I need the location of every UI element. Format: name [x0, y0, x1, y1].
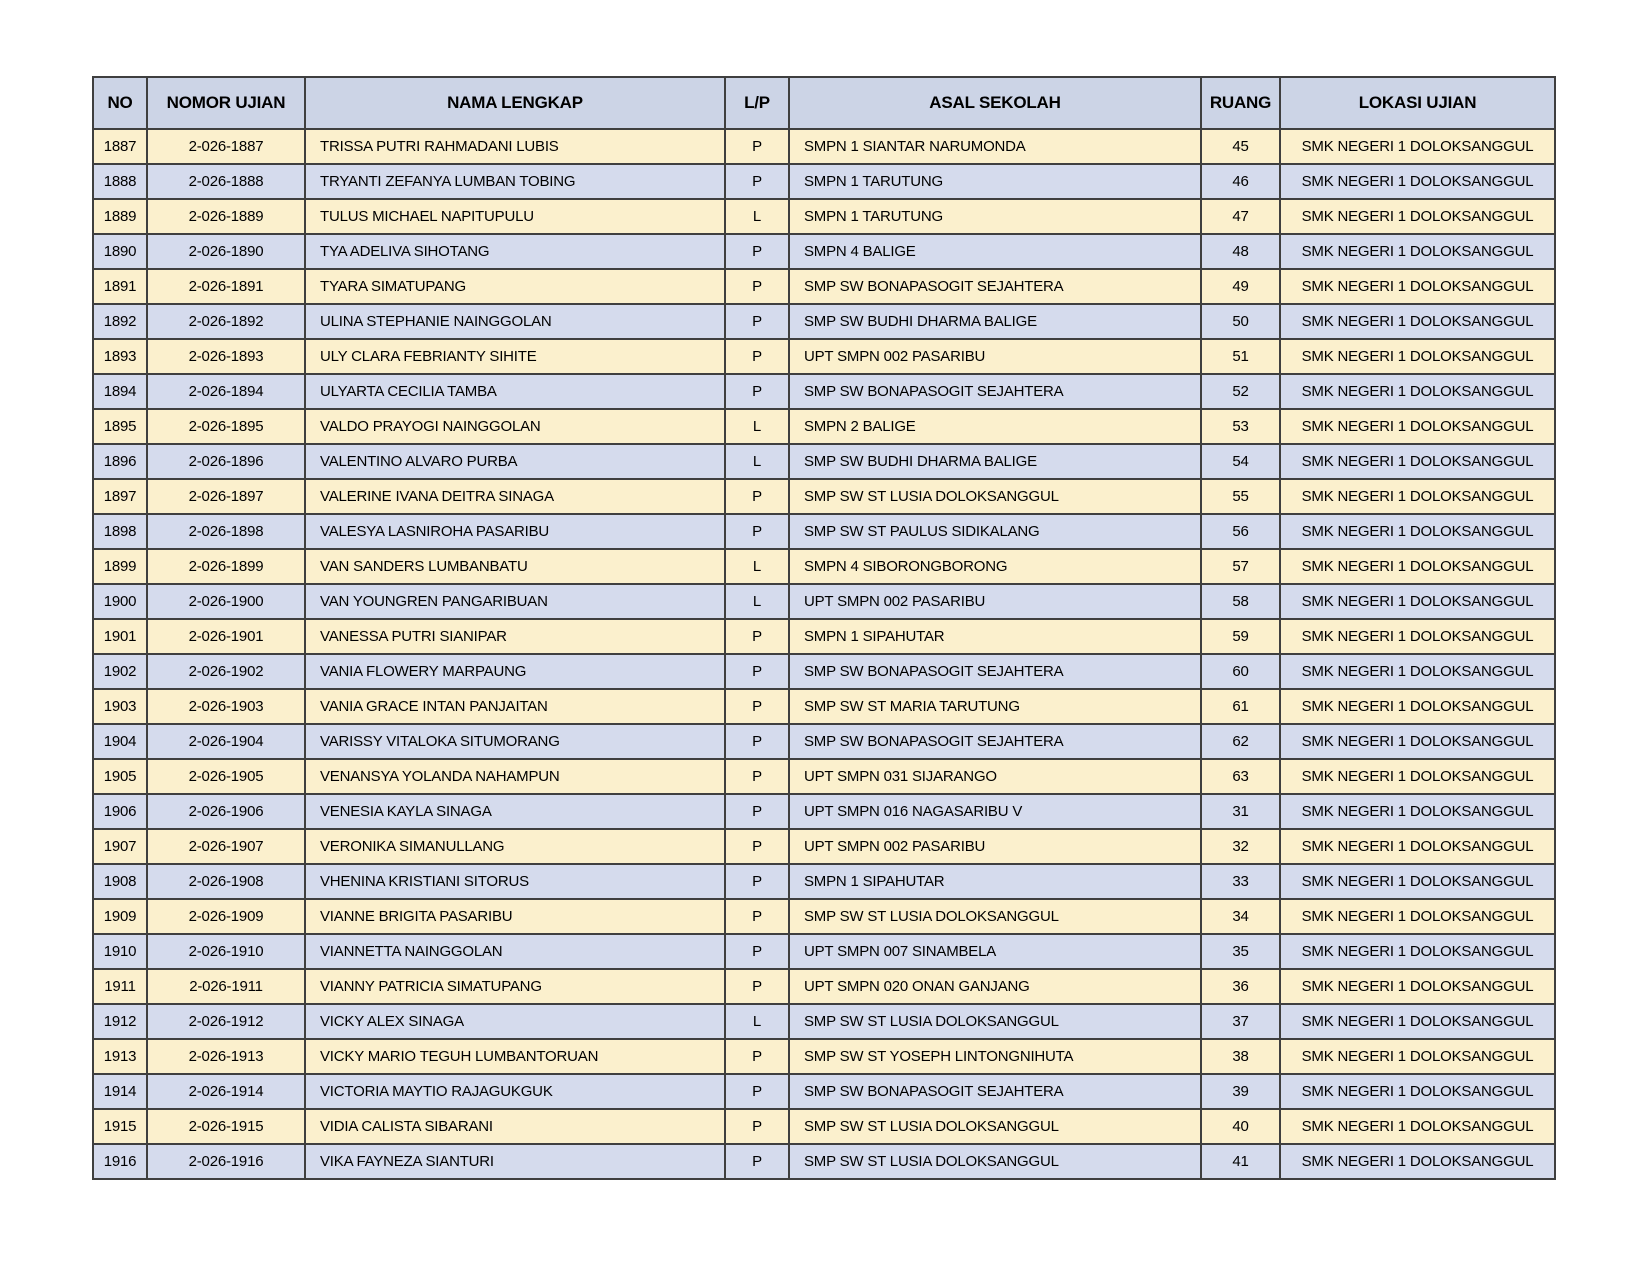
cell-lp: P	[725, 1109, 789, 1144]
cell-no: 1904	[93, 724, 147, 759]
cell-nomor-ujian: 2-026-1907	[147, 829, 305, 864]
cell-nomor-ujian: 2-026-1890	[147, 234, 305, 269]
cell-asal-sekolah: SMPN 2 BALIGE	[789, 409, 1201, 444]
cell-ruang: 49	[1201, 269, 1280, 304]
cell-asal-sekolah: SMP SW ST LUSIA DOLOKSANGGUL	[789, 1144, 1201, 1179]
cell-ruang: 38	[1201, 1039, 1280, 1074]
cell-lokasi-ujian: SMK NEGERI 1 DOLOKSANGGUL	[1280, 969, 1555, 1004]
cell-asal-sekolah: UPT SMPN 020 ONAN GANJANG	[789, 969, 1201, 1004]
cell-nama-lengkap: VANESSA PUTRI SIANIPAR	[305, 619, 725, 654]
cell-ruang: 37	[1201, 1004, 1280, 1039]
cell-nomor-ujian: 2-026-1892	[147, 304, 305, 339]
column-header-lokasi-ujian: LOKASI UJIAN	[1280, 77, 1555, 129]
cell-no: 1910	[93, 934, 147, 969]
cell-ruang: 63	[1201, 759, 1280, 794]
cell-nomor-ujian: 2-026-1899	[147, 549, 305, 584]
table-row	[93, 164, 1555, 199]
cell-nama-lengkap: TRISSA PUTRI RAHMADANI LUBIS	[305, 129, 725, 164]
cell-lokasi-ujian: SMK NEGERI 1 DOLOKSANGGUL	[1280, 1109, 1555, 1144]
cell-asal-sekolah: SMPN 1 SIPAHUTAR	[789, 864, 1201, 899]
cell-ruang: 51	[1201, 339, 1280, 374]
cell-nomor-ujian: 2-026-1914	[147, 1074, 305, 1109]
cell-nomor-ujian: 2-026-1903	[147, 689, 305, 724]
cell-nomor-ujian: 2-026-1887	[147, 129, 305, 164]
cell-nama-lengkap: VENESIA KAYLA SINAGA	[305, 794, 725, 829]
cell-ruang: 57	[1201, 549, 1280, 584]
cell-ruang: 54	[1201, 444, 1280, 479]
cell-no: 1906	[93, 794, 147, 829]
cell-nomor-ujian: 2-026-1895	[147, 409, 305, 444]
cell-nama-lengkap: TULUS MICHAEL NAPITUPULU	[305, 199, 725, 234]
cell-nama-lengkap: VIANNE BRIGITA PASARIBU	[305, 899, 725, 934]
cell-lokasi-ujian: SMK NEGERI 1 DOLOKSANGGUL	[1280, 654, 1555, 689]
cell-nama-lengkap: VAN SANDERS LUMBANBATU	[305, 549, 725, 584]
cell-ruang: 47	[1201, 199, 1280, 234]
cell-nomor-ujian: 2-026-1893	[147, 339, 305, 374]
cell-ruang: 45	[1201, 129, 1280, 164]
cell-ruang: 56	[1201, 514, 1280, 549]
cell-no: 1903	[93, 689, 147, 724]
cell-nama-lengkap: TRYANTI ZEFANYA LUMBAN TOBING	[305, 164, 725, 199]
cell-lokasi-ujian: SMK NEGERI 1 DOLOKSANGGUL	[1280, 339, 1555, 374]
cell-lp: P	[725, 304, 789, 339]
cell-no: 1909	[93, 899, 147, 934]
cell-lokasi-ujian: SMK NEGERI 1 DOLOKSANGGUL	[1280, 1004, 1555, 1039]
cell-ruang: 59	[1201, 619, 1280, 654]
cell-lokasi-ujian: SMK NEGERI 1 DOLOKSANGGUL	[1280, 164, 1555, 199]
column-header-no: NO	[93, 77, 147, 129]
cell-asal-sekolah: SMP SW ST MARIA TARUTUNG	[789, 689, 1201, 724]
cell-no: 1907	[93, 829, 147, 864]
cell-nama-lengkap: VAN YOUNGREN PANGARIBUAN	[305, 584, 725, 619]
cell-lokasi-ujian: SMK NEGERI 1 DOLOKSANGGUL	[1280, 724, 1555, 759]
table-row	[93, 269, 1555, 304]
cell-lp: P	[725, 1039, 789, 1074]
cell-lokasi-ujian: SMK NEGERI 1 DOLOKSANGGUL	[1280, 934, 1555, 969]
table-row	[93, 794, 1555, 829]
cell-nama-lengkap: VICTORIA MAYTIO RAJAGUKGUK	[305, 1074, 725, 1109]
cell-nomor-ujian: 2-026-1900	[147, 584, 305, 619]
cell-lp: P	[725, 1144, 789, 1179]
table-row	[93, 689, 1555, 724]
cell-lp: P	[725, 269, 789, 304]
cell-asal-sekolah: SMP SW BONAPASOGIT SEJAHTERA	[789, 374, 1201, 409]
cell-no: 1888	[93, 164, 147, 199]
cell-nama-lengkap: VIANNETTA NAINGGOLAN	[305, 934, 725, 969]
cell-lp: P	[725, 619, 789, 654]
cell-lokasi-ujian: SMK NEGERI 1 DOLOKSANGGUL	[1280, 479, 1555, 514]
cell-no: 1905	[93, 759, 147, 794]
cell-no: 1911	[93, 969, 147, 1004]
cell-nomor-ujian: 2-026-1908	[147, 864, 305, 899]
cell-asal-sekolah: UPT SMPN 002 PASARIBU	[789, 829, 1201, 864]
cell-asal-sekolah: SMPN 4 SIBORONGBORONG	[789, 549, 1201, 584]
cell-lp: P	[725, 479, 789, 514]
cell-lokasi-ujian: SMK NEGERI 1 DOLOKSANGGUL	[1280, 619, 1555, 654]
cell-lokasi-ujian: SMK NEGERI 1 DOLOKSANGGUL	[1280, 1074, 1555, 1109]
cell-lokasi-ujian: SMK NEGERI 1 DOLOKSANGGUL	[1280, 409, 1555, 444]
cell-nama-lengkap: VALDO PRAYOGI NAINGGOLAN	[305, 409, 725, 444]
table-row	[93, 654, 1555, 689]
cell-lp: P	[725, 794, 789, 829]
cell-no: 1899	[93, 549, 147, 584]
cell-lokasi-ujian: SMK NEGERI 1 DOLOKSANGGUL	[1280, 304, 1555, 339]
cell-nama-lengkap: TYARA SIMATUPANG	[305, 269, 725, 304]
cell-nama-lengkap: VHENINA KRISTIANI SITORUS	[305, 864, 725, 899]
cell-ruang: 40	[1201, 1109, 1280, 1144]
cell-nama-lengkap: TYA ADELIVA SIHOTANG	[305, 234, 725, 269]
cell-asal-sekolah: SMP SW BUDHI DHARMA BALIGE	[789, 444, 1201, 479]
table-row	[93, 374, 1555, 409]
table-row	[93, 934, 1555, 969]
exam-roster-table	[92, 76, 1556, 1180]
cell-no: 1901	[93, 619, 147, 654]
cell-nomor-ujian: 2-026-1902	[147, 654, 305, 689]
table-row	[93, 724, 1555, 759]
cell-nama-lengkap: VIDIA CALISTA SIBARANI	[305, 1109, 725, 1144]
cell-lp: P	[725, 864, 789, 899]
cell-ruang: 62	[1201, 724, 1280, 759]
cell-asal-sekolah: SMP SW ST LUSIA DOLOKSANGGUL	[789, 899, 1201, 934]
cell-asal-sekolah: SMPN 4 BALIGE	[789, 234, 1201, 269]
cell-no: 1896	[93, 444, 147, 479]
column-header-nomor-ujian: NOMOR UJIAN	[147, 77, 305, 129]
cell-nomor-ujian: 2-026-1901	[147, 619, 305, 654]
cell-lokasi-ujian: SMK NEGERI 1 DOLOKSANGGUL	[1280, 864, 1555, 899]
cell-nama-lengkap: VICKY ALEX SINAGA	[305, 1004, 725, 1039]
column-header-lp: L/P	[725, 77, 789, 129]
cell-ruang: 50	[1201, 304, 1280, 339]
cell-lokasi-ujian: SMK NEGERI 1 DOLOKSANGGUL	[1280, 269, 1555, 304]
table-row	[93, 514, 1555, 549]
cell-ruang: 32	[1201, 829, 1280, 864]
cell-lokasi-ujian: SMK NEGERI 1 DOLOKSANGGUL	[1280, 549, 1555, 584]
cell-no: 1892	[93, 304, 147, 339]
cell-ruang: 55	[1201, 479, 1280, 514]
cell-lp: L	[725, 549, 789, 584]
cell-nama-lengkap: VERONIKA SIMANULLANG	[305, 829, 725, 864]
cell-nama-lengkap: VARISSY VITALOKA SITUMORANG	[305, 724, 725, 759]
cell-ruang: 35	[1201, 934, 1280, 969]
table-row	[93, 409, 1555, 444]
cell-no: 1895	[93, 409, 147, 444]
cell-no: 1898	[93, 514, 147, 549]
column-header-nama-lengkap: NAMA LENGKAP	[305, 77, 725, 129]
column-header-ruang: RUANG	[1201, 77, 1280, 129]
cell-nomor-ujian: 2-026-1912	[147, 1004, 305, 1039]
table-row	[93, 899, 1555, 934]
cell-nomor-ujian: 2-026-1896	[147, 444, 305, 479]
cell-nama-lengkap: ULINA STEPHANIE NAINGGOLAN	[305, 304, 725, 339]
cell-lp: P	[725, 829, 789, 864]
cell-nama-lengkap: VALESYA LASNIROHA PASARIBU	[305, 514, 725, 549]
table-row	[93, 1039, 1555, 1074]
table-row	[93, 234, 1555, 269]
table-row	[93, 864, 1555, 899]
table-row	[93, 444, 1555, 479]
cell-nomor-ujian: 2-026-1915	[147, 1109, 305, 1144]
table-row	[93, 199, 1555, 234]
cell-asal-sekolah: UPT SMPN 031 SIJARANGO	[789, 759, 1201, 794]
cell-lp: P	[725, 234, 789, 269]
table-body	[93, 129, 1555, 1179]
cell-no: 1915	[93, 1109, 147, 1144]
cell-no: 1900	[93, 584, 147, 619]
cell-lokasi-ujian: SMK NEGERI 1 DOLOKSANGGUL	[1280, 514, 1555, 549]
cell-asal-sekolah: SMP SW ST YOSEPH LINTONGNIHUTA	[789, 1039, 1201, 1074]
cell-asal-sekolah: SMPN 1 TARUTUNG	[789, 199, 1201, 234]
table-row	[93, 759, 1555, 794]
cell-nama-lengkap: VIKA FAYNEZA SIANTURI	[305, 1144, 725, 1179]
cell-ruang: 58	[1201, 584, 1280, 619]
cell-lp: L	[725, 584, 789, 619]
cell-nomor-ujian: 2-026-1904	[147, 724, 305, 759]
cell-nomor-ujian: 2-026-1888	[147, 164, 305, 199]
cell-lp: L	[725, 444, 789, 479]
cell-lokasi-ujian: SMK NEGERI 1 DOLOKSANGGUL	[1280, 444, 1555, 479]
cell-lokasi-ujian: SMK NEGERI 1 DOLOKSANGGUL	[1280, 129, 1555, 164]
cell-asal-sekolah: SMP SW ST LUSIA DOLOKSANGGUL	[789, 479, 1201, 514]
cell-asal-sekolah: UPT SMPN 002 PASARIBU	[789, 584, 1201, 619]
cell-nama-lengkap: ULYARTA CECILIA TAMBA	[305, 374, 725, 409]
cell-asal-sekolah: SMP SW BONAPASOGIT SEJAHTERA	[789, 654, 1201, 689]
cell-lp: P	[725, 1074, 789, 1109]
cell-lokasi-ujian: SMK NEGERI 1 DOLOKSANGGUL	[1280, 829, 1555, 864]
cell-asal-sekolah: SMP SW ST PAULUS SIDIKALANG	[789, 514, 1201, 549]
table-row	[93, 969, 1555, 1004]
cell-nama-lengkap: VENANSYA YOLANDA NAHAMPUN	[305, 759, 725, 794]
table-row	[93, 1074, 1555, 1109]
cell-ruang: 53	[1201, 409, 1280, 444]
cell-no: 1890	[93, 234, 147, 269]
cell-asal-sekolah: SMPN 1 SIPAHUTAR	[789, 619, 1201, 654]
table-row	[93, 619, 1555, 654]
cell-ruang: 34	[1201, 899, 1280, 934]
cell-ruang: 33	[1201, 864, 1280, 899]
cell-lokasi-ujian: SMK NEGERI 1 DOLOKSANGGUL	[1280, 374, 1555, 409]
cell-lp: L	[725, 199, 789, 234]
cell-nomor-ujian: 2-026-1910	[147, 934, 305, 969]
table-row	[93, 1109, 1555, 1144]
cell-no: 1894	[93, 374, 147, 409]
cell-asal-sekolah: UPT SMPN 016 NAGASARIBU V	[789, 794, 1201, 829]
cell-ruang: 61	[1201, 689, 1280, 724]
cell-lokasi-ujian: SMK NEGERI 1 DOLOKSANGGUL	[1280, 689, 1555, 724]
cell-no: 1891	[93, 269, 147, 304]
cell-nomor-ujian: 2-026-1913	[147, 1039, 305, 1074]
cell-nomor-ujian: 2-026-1911	[147, 969, 305, 1004]
cell-no: 1887	[93, 129, 147, 164]
cell-nomor-ujian: 2-026-1894	[147, 374, 305, 409]
cell-ruang: 41	[1201, 1144, 1280, 1179]
cell-lokasi-ujian: SMK NEGERI 1 DOLOKSANGGUL	[1280, 794, 1555, 829]
cell-no: 1908	[93, 864, 147, 899]
cell-lokasi-ujian: SMK NEGERI 1 DOLOKSANGGUL	[1280, 584, 1555, 619]
cell-no: 1913	[93, 1039, 147, 1074]
table-row	[93, 479, 1555, 514]
cell-lp: P	[725, 164, 789, 199]
column-header-asal-sekolah: ASAL SEKOLAH	[789, 77, 1201, 129]
table-row	[93, 1144, 1555, 1179]
cell-asal-sekolah: SMP SW ST LUSIA DOLOKSANGGUL	[789, 1109, 1201, 1144]
table-row	[93, 829, 1555, 864]
cell-nama-lengkap: VICKY MARIO TEGUH LUMBANTORUAN	[305, 1039, 725, 1074]
cell-nomor-ujian: 2-026-1898	[147, 514, 305, 549]
exam-roster-table-wrap	[92, 76, 1556, 1180]
cell-nama-lengkap: VALERINE IVANA DEITRA SINAGA	[305, 479, 725, 514]
cell-no: 1914	[93, 1074, 147, 1109]
cell-ruang: 48	[1201, 234, 1280, 269]
cell-ruang: 39	[1201, 1074, 1280, 1109]
cell-asal-sekolah: SMPN 1 SIANTAR NARUMONDA	[789, 129, 1201, 164]
table-row	[93, 304, 1555, 339]
table-row	[93, 549, 1555, 584]
cell-lp: P	[725, 339, 789, 374]
cell-lokasi-ujian: SMK NEGERI 1 DOLOKSANGGUL	[1280, 199, 1555, 234]
cell-nomor-ujian: 2-026-1906	[147, 794, 305, 829]
cell-no: 1893	[93, 339, 147, 374]
cell-nomor-ujian: 2-026-1889	[147, 199, 305, 234]
cell-lp: P	[725, 374, 789, 409]
table-row	[93, 129, 1555, 164]
cell-lp: P	[725, 654, 789, 689]
cell-asal-sekolah: UPT SMPN 007 SINAMBELA	[789, 934, 1201, 969]
cell-ruang: 36	[1201, 969, 1280, 1004]
header-row	[93, 77, 1555, 129]
cell-lp: P	[725, 899, 789, 934]
cell-lp: P	[725, 934, 789, 969]
cell-ruang: 60	[1201, 654, 1280, 689]
table-row	[93, 584, 1555, 619]
cell-nama-lengkap: ULY CLARA FEBRIANTY SIHITE	[305, 339, 725, 374]
cell-ruang: 52	[1201, 374, 1280, 409]
cell-nama-lengkap: VIANNY PATRICIA SIMATUPANG	[305, 969, 725, 1004]
cell-lokasi-ujian: SMK NEGERI 1 DOLOKSANGGUL	[1280, 899, 1555, 934]
cell-lp: P	[725, 129, 789, 164]
cell-asal-sekolah: SMP SW BONAPASOGIT SEJAHTERA	[789, 1074, 1201, 1109]
cell-nomor-ujian: 2-026-1891	[147, 269, 305, 304]
cell-lp: P	[725, 514, 789, 549]
cell-no: 1889	[93, 199, 147, 234]
cell-asal-sekolah: SMP SW ST LUSIA DOLOKSANGGUL	[789, 1004, 1201, 1039]
cell-no: 1916	[93, 1144, 147, 1179]
cell-lokasi-ujian: SMK NEGERI 1 DOLOKSANGGUL	[1280, 1144, 1555, 1179]
cell-lp: P	[725, 689, 789, 724]
cell-lp: P	[725, 724, 789, 759]
table-row	[93, 1004, 1555, 1039]
cell-asal-sekolah: SMP SW BUDHI DHARMA BALIGE	[789, 304, 1201, 339]
cell-nama-lengkap: VANIA GRACE INTAN PANJAITAN	[305, 689, 725, 724]
cell-asal-sekolah: SMPN 1 TARUTUNG	[789, 164, 1201, 199]
cell-lp: L	[725, 1004, 789, 1039]
cell-lokasi-ujian: SMK NEGERI 1 DOLOKSANGGUL	[1280, 234, 1555, 269]
cell-nomor-ujian: 2-026-1905	[147, 759, 305, 794]
cell-lokasi-ujian: SMK NEGERI 1 DOLOKSANGGUL	[1280, 759, 1555, 794]
cell-asal-sekolah: SMP SW BONAPASOGIT SEJAHTERA	[789, 724, 1201, 759]
cell-asal-sekolah: UPT SMPN 002 PASARIBU	[789, 339, 1201, 374]
cell-no: 1912	[93, 1004, 147, 1039]
cell-asal-sekolah: SMP SW BONAPASOGIT SEJAHTERA	[789, 269, 1201, 304]
cell-lp: P	[725, 969, 789, 1004]
cell-ruang: 46	[1201, 164, 1280, 199]
cell-lp: P	[725, 759, 789, 794]
cell-no: 1897	[93, 479, 147, 514]
cell-lokasi-ujian: SMK NEGERI 1 DOLOKSANGGUL	[1280, 1039, 1555, 1074]
cell-no: 1902	[93, 654, 147, 689]
cell-nama-lengkap: VALENTINO ALVARO PURBA	[305, 444, 725, 479]
table-header	[93, 77, 1555, 129]
cell-nomor-ujian: 2-026-1897	[147, 479, 305, 514]
cell-nomor-ujian: 2-026-1909	[147, 899, 305, 934]
cell-ruang: 31	[1201, 794, 1280, 829]
cell-nama-lengkap: VANIA FLOWERY MARPAUNG	[305, 654, 725, 689]
cell-nomor-ujian: 2-026-1916	[147, 1144, 305, 1179]
table-row	[93, 339, 1555, 374]
cell-lp: L	[725, 409, 789, 444]
